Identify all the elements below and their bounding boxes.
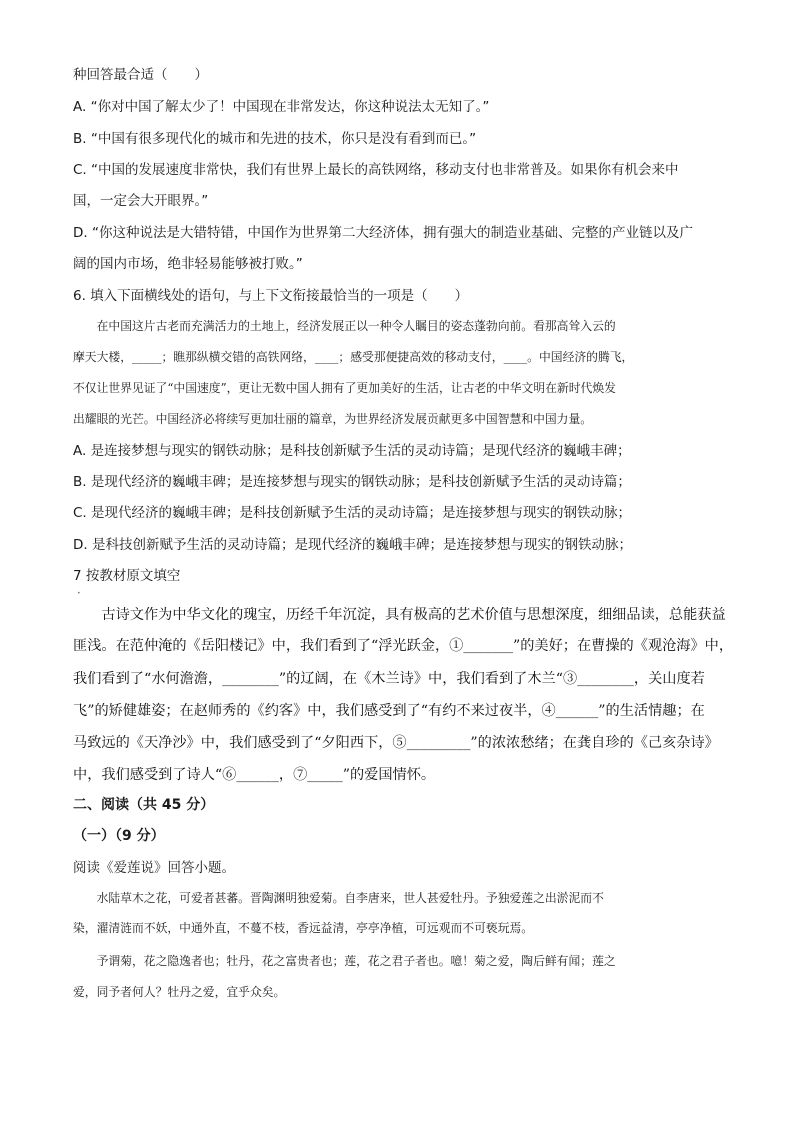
q5-option-d-cont: 阔的国内市场，绝非轻易能够被打败。”	[73, 256, 303, 272]
ailian-passage-line: 水陆草木之花，可爱者甚蕃。晋陶渊明独爱菊。自李唐来，世人甚爱牡丹。予独爱莲之出淤泥而不	[73, 891, 604, 905]
q6-option-a: A. 是连接梦想与现实的钢铁动脉；是科技创新赋予生活的灵动诗篇；是现代经济的巍峨丰碑；	[73, 443, 631, 459]
q7-passage-line: 飞”的矫健雄姿；在赵师秀的《约客》中，我们感受到了“有约不来过夜半，④______”的生活情趣；在	[73, 703, 705, 719]
q5-option-d: D. “你这种说法是大错特错，中国作为世界第二大经济体，拥有强大的制造业基础、完整的产业链以及广	[73, 225, 693, 241]
q7-passage-line: 马致远的《天净沙》中，我们感受到了“夕阳西下，⑤_________”的浓浓愁绪；在龚自珍的《己亥杂诗》	[73, 735, 719, 751]
q7-passage-line: 我们看到了“水何澹澹，________”的辽阔，在《木兰诗》中，我们看到了木兰“③________，关山度若	[73, 671, 705, 687]
q6-passage-line: 出耀眼的光芒。中国经济必将续写更加壮丽的篇章，为世界经济发展贡献更多中国智慧和中国力量。	[73, 412, 593, 426]
reading-instruction: 阅读《爱莲说》回答小题。	[73, 860, 235, 876]
q5-option-c-cont: 国，一定会大开眼界。”	[73, 193, 209, 209]
q6-passage-line: 不仅让世界见证了“中国速度”，更让无数中国人拥有了更加美好的生活，让古老的中华文明在新时代焕发	[73, 381, 616, 395]
stray-dot: •	[77, 590, 81, 597]
ailian-passage-line: 予谓菊，花之隐逸者也；牡丹，花之富贵者也；莲，花之君子者也。噫！菊之爱，陶后鲜有闻；莲之	[73, 954, 616, 968]
q5-option-b: B. “中国有很多现代化的城市和先进的技术，你只是没有看到而已。”	[73, 131, 477, 147]
q6-stem: 6. 填入下面横线处的语句，与上下文衔接最恰当的一项是（ ）	[73, 288, 469, 304]
q7-passage-line: 中，我们感受到了诗人“⑥______，⑦_____”的爱国情怀。	[73, 767, 436, 783]
ailian-passage-line: 爱，同予者何人？牡丹之爱，宜乎众矣。	[73, 985, 286, 999]
q5-option-c: C. “中国的发展速度非常快，我们有世界上最长的高铁网络，移动支付也非常普及。如果你有机会来中	[73, 162, 679, 178]
q6-option-c: C. 是现代经济的巍峨丰碑；是科技创新赋予生活的灵动诗篇；是连接梦想与现实的钢铁动脉；	[73, 505, 632, 521]
q5-stem: 种回答最合适（ ）	[73, 67, 208, 83]
ailian-passage-line: 染，濯清涟而不妖，中通外直，不蔓不枝，香远益清，亭亭净植，可远观而不可亵玩焉。	[73, 921, 534, 935]
q7-passage-line: 古诗文作为中华文化的瑰宝，历经千年沉淀，具有极高的艺术价值与思想深度，细细品读，总能获益	[73, 607, 726, 623]
section-title: 二、阅读（共 45 分）	[73, 797, 215, 813]
q5-option-a: A. “你对中国了解太少了！中国现在非常发达，你这种说法太无知了。”	[73, 99, 490, 115]
q6-passage-line: 在中国这片古老而充满活力的土地上，经济发展正以一种令人瞩目的姿态蓬勃向前。看那高耸入云的	[73, 319, 616, 333]
q6-option-d: D. 是科技创新赋予生活的灵动诗篇；是现代经济的巍峨丰碑；是连接梦想与现实的钢铁动脉；	[73, 537, 632, 553]
q7-passage-line: 匪浅。在范仲淹的《岳阳楼记》中，我们看到了“浮光跃金，①_______”的美好；在曹操的《观沧海》中，	[73, 638, 734, 654]
q6-option-b: B. 是现代经济的巍峨丰碑；是连接梦想与现实的钢铁动脉；是科技创新赋予生活的灵动诗篇；	[73, 474, 631, 490]
subsection-title: （一）（9 分）	[73, 828, 165, 844]
q7-stem: 7 按教材原文填空	[73, 568, 181, 584]
q6-passage-line: 摩天大楼，_____；瞧那纵横交错的高铁网络，____；感受那便捷高效的移动支付，____。中国经济的腾飞，	[73, 350, 634, 364]
